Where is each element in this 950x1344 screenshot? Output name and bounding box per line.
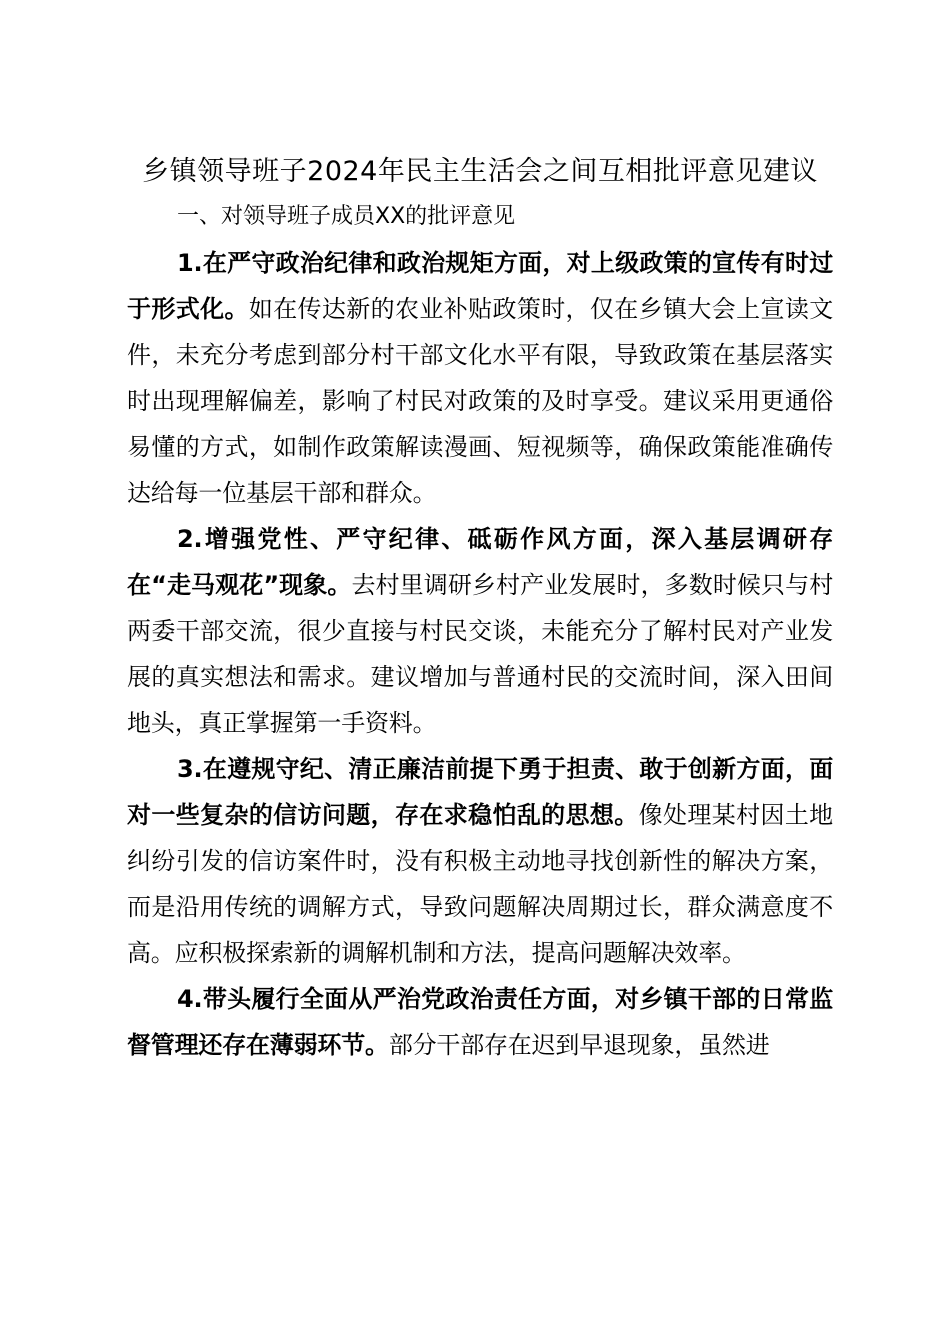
paragraph-2-lead: 2.增强党性、严守纪律、砥砺作风方面，深入基层调研存在“走马观花”现象。 [127, 525, 833, 599]
paragraph-4-lead: 4.带头履行全面从严治党政治责任方面，对乡镇干部的日常监督管理还存在薄弱环节。 [127, 985, 833, 1059]
document-page [127, 150, 833, 1068]
paragraph-4 [127, 976, 833, 1068]
paragraph-3-lead: 3.在遵规守纪、清正廉洁前提下勇于担责、敢于创新方面，面对一些复杂的信访问题，存在求稳怕乱的思想。 [127, 755, 833, 829]
section-heading: 一、对领导班子成员XX的批评意见 [177, 204, 516, 229]
paragraph-4-body: 部分干部存在迟到早退现象，虽然进 [388, 1031, 770, 1059]
paragraph-2 [127, 516, 833, 746]
paragraph-2-body: 去村里调研乡村产业发展时，多数时候只与村两委干部交流，很少直接与村民交谈，未能充分了解村民对产业发展的真实想法和需求。建议增加与普通村民的交流时间，深入田间地头，真正掌握第一手资料。 [127, 571, 834, 737]
paragraph-1-body: 如在传达新的农业补贴政策时，仅在乡镇大会上宣读文件，未充分考虑到部分村干部文化水平有限，导致政策在基层落实时出现理解偏差，影响了村民对政策的及时享受。建议采用更通俗易懂的方式，如制作政策解读漫画、短视频等，确保政策能准确传达给每一位基层干部和群众。 [127, 295, 834, 507]
paragraph-1 [127, 240, 833, 516]
paragraph-3 [127, 746, 833, 976]
document-title: 乡镇领导班子2024年民主生活会之间互相批评意见建议 [142, 156, 818, 187]
paragraph-3-body: 像处理某村因土地纠纷引发的信访案件时，没有积极主动地寻找创新性的解决方案，而是沿用传统的调解方式，导致问题解决周期过长，群众满意度不高。应积极探索新的调解机制和方法，提高问题解决效率。 [127, 801, 833, 967]
paragraph-1-lead: 1.在严守政治纪律和政治规矩方面，对上级政策的宣传有时过于形式化。 [127, 249, 833, 323]
